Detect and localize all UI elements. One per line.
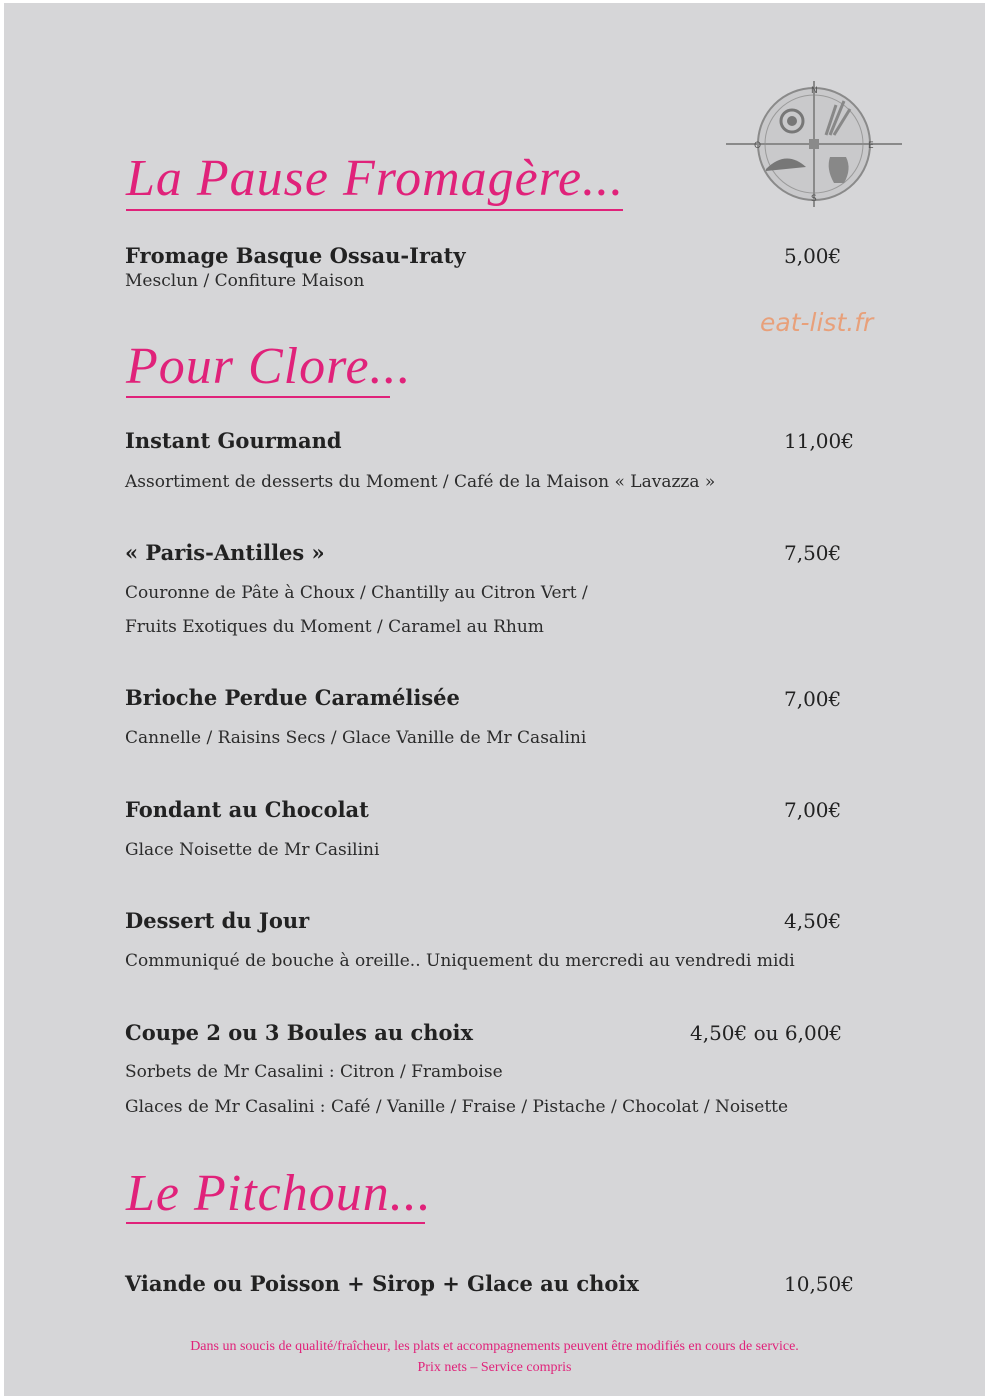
item-name: Instant Gourmand [125,428,342,453]
item-price: 4,50€ ou 6,00€ [690,1021,843,1045]
item-price: 7,00€ [784,798,842,822]
footer-notice: Dans un soucis de qualité/fraîcheur, les plats et accompagnements peuvent être modifiés en cours de service. [190,1339,799,1354]
item-description: Cannelle / Raisins Secs / Glace Vanille de Mr Casalini [125,728,587,748]
item-name: Fondant au Chocolat [125,797,369,822]
item-name: Coupe 2 ou 3 Boules au choix [125,1020,474,1045]
item-description: Sorbets de Mr Casalini : Citron / Framboise [125,1062,503,1082]
item-name: Dessert du Jour [125,908,310,933]
item-description: Fruits Exotiques du Moment / Caramel au Rhum [125,617,544,637]
item-name: Brioche Perdue Caramélisée [125,685,460,710]
item-description: Communiqué de bouche à oreille.. Uniquement du mercredi au vendredi midi [125,951,795,971]
item-price: 11,00€ [784,429,854,453]
section-title-fromage: La Pause Fromagère... [126,150,625,207]
footer-pricing: Prix nets – Service compris [417,1360,572,1375]
menu-page [4,3,985,1396]
section-underline [126,209,623,211]
section-title-pitchoun: Le Pitchoun... [126,1165,432,1222]
section-underline [126,396,390,398]
item-description: Glaces de Mr Casalini : Café / Vanille / Fraise / Pistache / Chocolat / Noisette [125,1097,789,1117]
item-price: 4,50€ [784,909,842,933]
item-description: Assortiment de desserts du Moment / Café de la Maison « Lavazza » [125,472,716,492]
item-price: 7,00€ [784,687,842,711]
item-description: Mesclun / Confiture Maison [125,271,365,291]
watermark: eat-list.fr [760,308,874,337]
svg-text:E: E [868,141,874,151]
item-name: « Paris-Antilles » [125,540,325,565]
item-price: 10,50€ [784,1272,854,1296]
item-name: Fromage Basque Ossau-Iraty [125,243,466,268]
item-price: 7,50€ [784,541,842,565]
item-price: 5,00€ [784,244,842,268]
compass-rose-icon [726,79,902,209]
item-description: Glace Noisette de Mr Casilini [125,840,380,860]
section-underline [126,1222,425,1224]
item-description: Couronne de Pâte à Choux / Chantilly au Citron Vert / [125,583,588,603]
svg-text:O: O [754,141,762,151]
item-name: Viande ou Poisson + Sirop + Glace au choix [125,1271,639,1296]
svg-text:S: S [811,194,817,204]
svg-text:N: N [811,86,818,96]
section-title-clore: Pour Clore... [126,338,412,395]
